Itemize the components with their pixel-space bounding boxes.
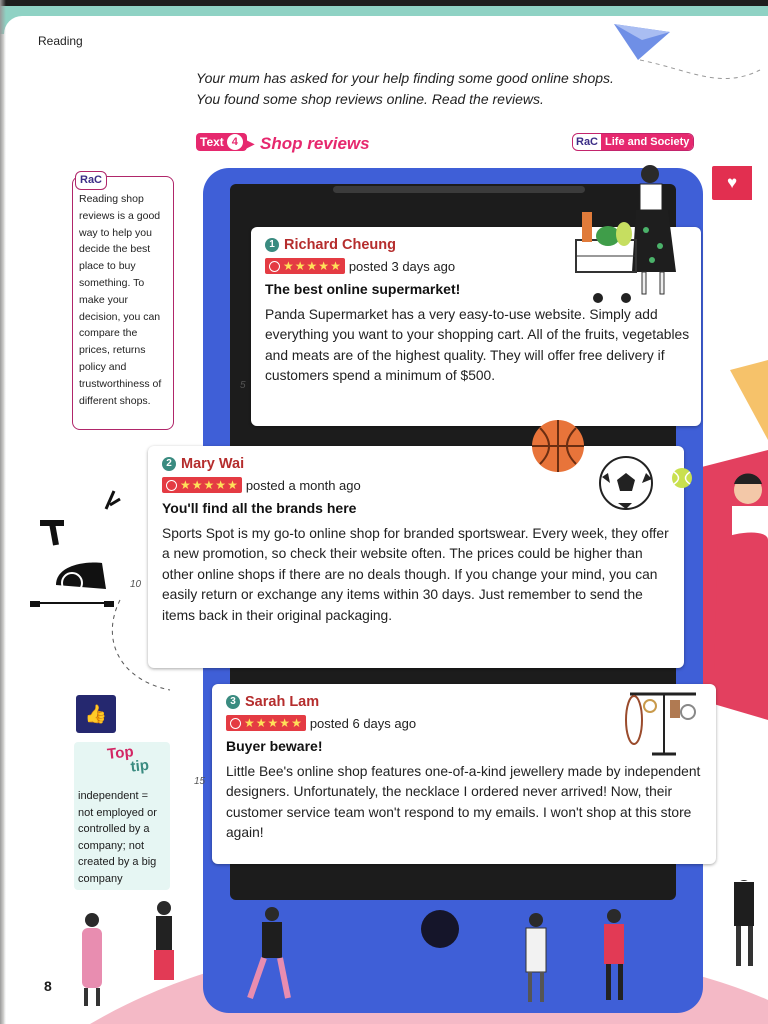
arrow-right-icon: ▶ [244, 135, 255, 151]
line-number-5: 5 [240, 380, 246, 391]
star-icon: ★ [279, 716, 291, 730]
tablet-speaker-bar [333, 186, 585, 193]
posted-time: posted a month ago [245, 477, 361, 493]
basketball-icon [530, 418, 586, 474]
star-icon: ★ [330, 259, 341, 273]
reviewer-name-text: Sarah Lam [245, 694, 320, 710]
review-title: You'll find all the brands here [162, 500, 357, 516]
paper-plane-icon [612, 18, 672, 62]
user-icon [230, 718, 241, 729]
star-icon: ★ [318, 259, 330, 273]
section-heading: Shop reviews [260, 134, 370, 153]
shopper-head [641, 165, 659, 183]
text-badge-number: 4 [227, 134, 243, 150]
tennis-ball-icon [670, 466, 694, 490]
review-body: Panda Supermarket has a very easy-to-use website. Simply add everything you want to your shopping cart. All of the fruits, vegetables and meats are of the highest quality. They will offer free delivery if customers spend a minimum of $500. [265, 307, 690, 384]
review-body: Little Bee's online shop features one-of-a-kind jewellery made by independent designers. Unfortunately, the necklace I ordered never arrived! Now, their customer service team won't respond to my emails. I won't shop at this store again! [226, 764, 701, 841]
review-title: Buyer beware! [226, 738, 323, 754]
intro-line-1: Your mum has asked for your help finding some good online shops. [196, 70, 614, 86]
top-tip-title [85, 743, 150, 779]
reviewer-name [162, 456, 670, 472]
intro-line-2: You found some shop reviews online. Read the reviews. [196, 91, 544, 107]
star-rating [226, 715, 306, 731]
star-icon: ★ [180, 478, 191, 492]
thumbs-up-icon: 👍 [76, 695, 116, 733]
heart-icon: ♥ [712, 166, 752, 200]
text-badge [196, 133, 247, 151]
rac-label: RaC [573, 136, 601, 148]
star-icon: ★ [294, 259, 306, 273]
review-title: The best online supermarket! [265, 281, 461, 297]
posted-time: posted 6 days ago [309, 715, 417, 731]
rating-line [162, 477, 670, 493]
exercise-bike-icon [26, 485, 130, 611]
star-rating [265, 258, 345, 274]
star-icon: ★ [267, 716, 279, 730]
star-icon: ★ [227, 478, 238, 492]
star-icon: ★ [203, 478, 215, 492]
line-number-10: 10 [130, 579, 142, 590]
star-icon: ★ [306, 259, 318, 273]
top-tip-text: independent = not employed or controlled by a company; not created by a big company [78, 790, 157, 885]
star-icon: ★ [244, 716, 255, 730]
star-icon: ★ [291, 716, 302, 730]
people-illustration [60, 880, 768, 1020]
star-icon: ★ [283, 259, 294, 273]
top-tip-title-top: Top [106, 743, 135, 763]
line-number-15: 15 [194, 776, 206, 787]
review-number: 1 [265, 238, 279, 252]
section-label: Reading [38, 34, 83, 48]
yellow-star-shape [730, 360, 768, 440]
sidenote-rac-label: RaC [75, 171, 107, 190]
user-icon [269, 261, 280, 272]
woman-illustration [710, 470, 768, 670]
reviewer-name-text: Mary Wai [181, 456, 245, 472]
soccer-ball-icon [598, 455, 654, 511]
shopper-with-cart-illustration [572, 160, 684, 308]
review-number: 2 [162, 457, 176, 471]
star-rating [162, 477, 242, 493]
shopper-shirt [640, 184, 662, 210]
shopper-skirt [632, 210, 676, 272]
category-label: Life and Society [601, 134, 693, 150]
text-badge-label: Text [200, 135, 224, 149]
reviewer-name-text: Richard Cheung [284, 237, 396, 253]
jewellery-rack-icon [620, 690, 704, 760]
intro-text [196, 68, 666, 110]
user-icon [166, 480, 177, 491]
review-number: 3 [226, 695, 240, 709]
star-icon: ★ [191, 478, 203, 492]
star-icon: ★ [215, 478, 227, 492]
star-icon: ★ [255, 716, 267, 730]
rac-sidenote [72, 176, 174, 430]
sidenote-text: Reading shop reviews is a good way to help you decide the best place to buy something. To make your decision, you can compare the prices, returns policy and trustworthiness of different shops. [79, 193, 162, 407]
rac-category-tag [572, 133, 694, 151]
posted-time: posted 3 days ago [348, 258, 456, 274]
top-tip-title-bottom: tip [129, 756, 150, 776]
page-number: 8 [44, 978, 52, 994]
review-body: Sports Spot is my go-to online shop for branded sportswear. Every week, they offer a new promotion, so check their website often. The prices could be higher than other online shops if there are no deals though. If you change your mind, you can easily return or exchange any items within 30 days. Just remember to send the items back in their original packaging. [162, 526, 669, 623]
